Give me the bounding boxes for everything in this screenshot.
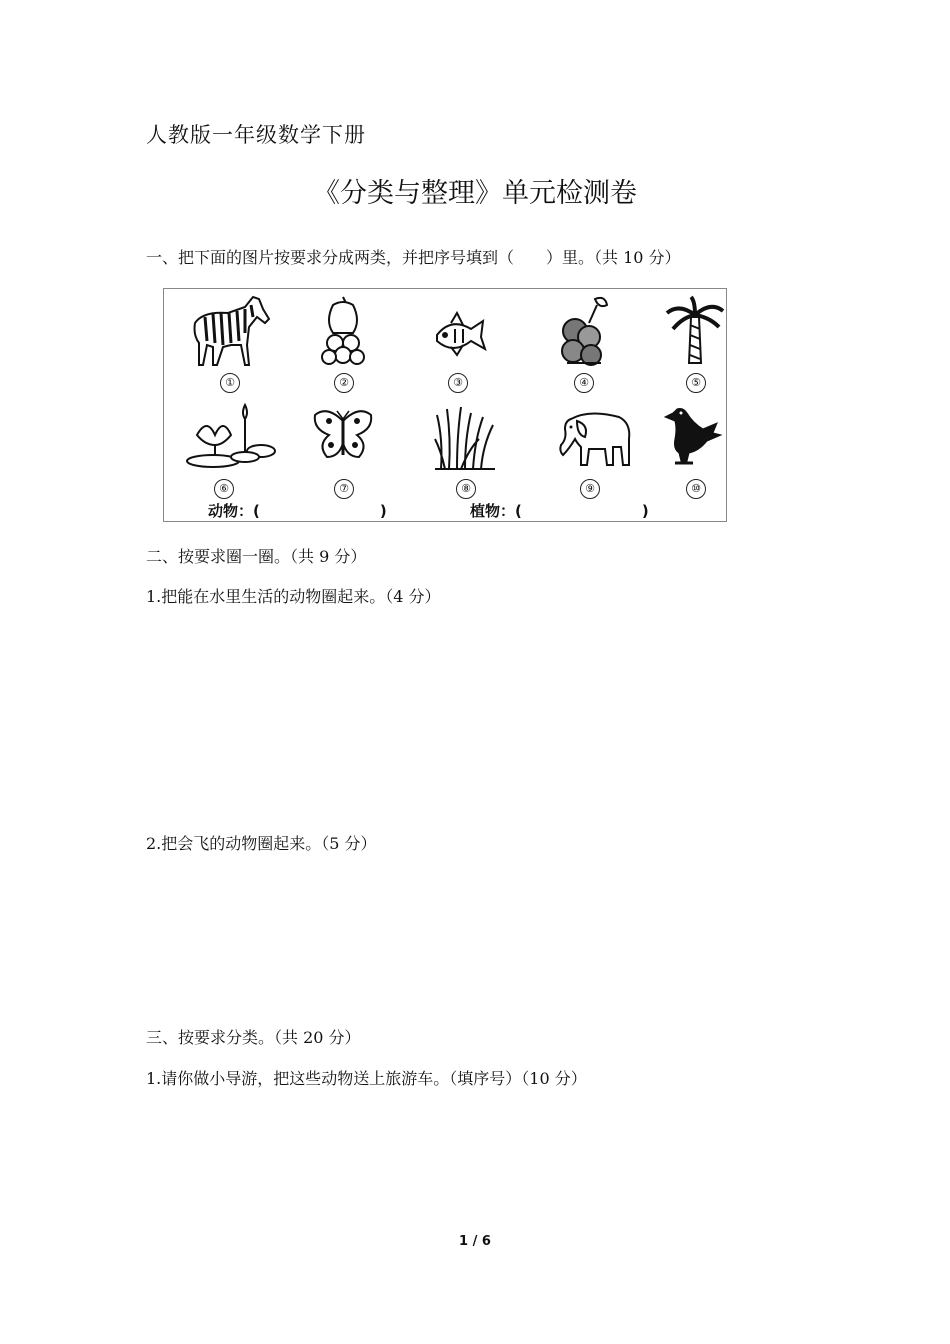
bird-icon	[659, 399, 729, 475]
item-6	[178, 399, 258, 499]
section3-sub1: 1.请你做小导游，把这些动物送上旅游车。（填序号）（10 分）	[146, 1069, 587, 1088]
header-title: 人教版一年级数学下册	[146, 123, 366, 147]
plants-answer-blank[interactable]: 植物：( )	[470, 502, 649, 520]
flower-bush-icon	[549, 293, 619, 371]
elephant-icon	[549, 399, 639, 475]
grass-icon	[431, 399, 501, 475]
page-title: 《分类与整理》单元检测卷	[313, 178, 637, 209]
item-8	[426, 399, 506, 499]
butterfly-icon	[309, 399, 379, 475]
item-7	[304, 399, 384, 499]
section3-question: 三、按要求分类。（共 20 分）	[146, 1028, 361, 1047]
animals-answer-blank[interactable]: 动物：( )	[208, 502, 387, 520]
picture-panel	[163, 288, 727, 522]
palm-tree-icon	[659, 293, 729, 371]
zebra-icon	[183, 293, 273, 371]
section2-question: 二、按要求圈一圈。（共 9 分）	[146, 547, 367, 566]
section1-question: 一、把下面的图片按要求分成两类，并把序号填到（ ）里。（共 10 分）	[146, 248, 681, 267]
item-9	[544, 399, 624, 499]
item-number: ①	[220, 373, 240, 393]
item-number: ②	[334, 373, 354, 393]
item-number: ⑨	[580, 479, 600, 499]
item-number: ⑤	[686, 373, 706, 393]
page-number: 1 / 6	[459, 1234, 491, 1249]
item-number: ⑧	[456, 479, 476, 499]
item-number: ⑦	[334, 479, 354, 499]
item-number: ⑥	[214, 479, 234, 499]
item-number: ⑩	[686, 479, 706, 499]
item-2	[304, 293, 384, 393]
section2-sub1: 1.把能在水里生活的动物圈起来。（4 分）	[146, 587, 441, 606]
fish-icon	[423, 293, 493, 371]
item-number: ④	[574, 373, 594, 393]
grapes-fruit-icon	[309, 293, 379, 371]
lotus-icon	[183, 399, 283, 475]
section2-sub2: 2.把会飞的动物圈起来。（5 分）	[146, 834, 377, 853]
item-3	[418, 293, 498, 393]
item-10	[654, 399, 734, 499]
item-1	[178, 293, 258, 393]
item-5	[654, 293, 734, 393]
item-4	[544, 293, 624, 393]
item-number: ③	[448, 373, 468, 393]
